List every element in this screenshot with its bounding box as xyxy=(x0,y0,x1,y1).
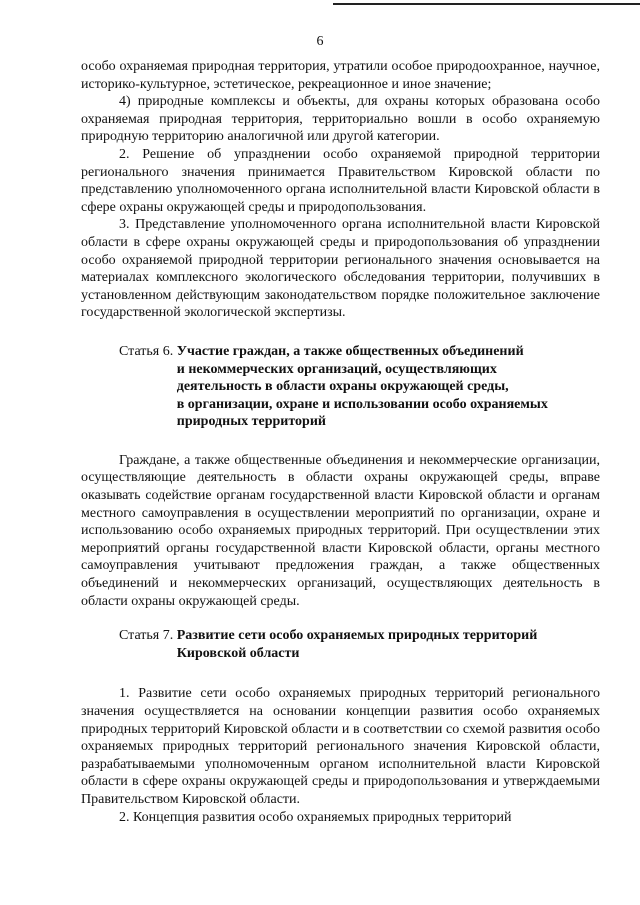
article-label: Статья 6. xyxy=(119,343,177,359)
paragraph: 2. Концепция развития особо охраняемых природных территорий xyxy=(119,809,512,825)
article-title xyxy=(177,627,600,662)
article-title-line: Кировской области xyxy=(176,645,300,661)
page-number: 6 xyxy=(316,34,324,49)
article-label: Статья 7. xyxy=(119,628,177,644)
article-6-heading xyxy=(81,343,600,431)
paragraph: 1. Развитие сети особо охраняемых природных территорий регионального значения осуществляется на основании концепции развития особо охраняемых природных территорий Кировской области и в соответствии со схемой развития особо охраняемых природных территорий регионального значения Кировской области, разрабатываемыми уполномоченным органом исполнительной власти Кировской области в сфере охраны окружающей среды и природопользования и утверждаемыми Правительством Кировской области. xyxy=(81,686,600,807)
paragraph: Граждане, а также общественные объединения и некоммерческие организации, осуществляющие деятельность в области охраны окружающей среды, вправе оказывать содействие органам государственной власти Кировской области и органам местного самоуправления в осуществлении мероприятий по организации, охране и использованию особо охраняемых природных территорий. При осуществлении этих мероприятий органы государственной власти Кировской области, органы местного самоуправления учитывают предложения граждан, а также общественных объединений и некоммерческих организаций, осуществляющих деятельность в области охраны окружающей среды. xyxy=(81,452,600,609)
paragraph: 2. Решение об упразднении особо охраняемой природной территории регионального значения принимается Правительством Кировской области по представлению уполномоченного органа исполнительной власти Кировской области в сфере охраны окружающей среды и природопользования. xyxy=(81,146,600,215)
article-7-heading xyxy=(81,627,600,662)
top-rule xyxy=(333,3,640,5)
paragraph: 4) природные комплексы и объекты, для охраны которых образована особо охраняемая природная территория, территориально вошли в особо охраняемую природную территорию аналогичной или другой категории. xyxy=(81,94,600,145)
article-title-line: природных территорий xyxy=(176,414,326,430)
article-title-line: Развитие сети особо охраняемых природных территорий xyxy=(176,628,538,644)
article-title-line: деятельность в области охраны окружающей среды, xyxy=(176,379,509,395)
article-title-line: и некоммерческих организаций, осуществляющих xyxy=(176,361,497,377)
paragraph: особо охраняемая природная территория, утратили особое природоохранное, научное, историко-культурное, эстетическое, рекреационное и иное значение; xyxy=(81,59,600,92)
article-title-line: Участие граждан, а также общественных объединений xyxy=(176,343,524,359)
article-title-line: в организации, охране и использовании особо охраняемых xyxy=(176,396,548,412)
article-title xyxy=(177,343,600,431)
document-body xyxy=(81,58,600,826)
paragraph: 3. Представление уполномоченного органа исполнительной власти Кировской области в сфере охраны окружающей среды и природопользования об упразднении особо охраняемой природной территории регионального значения основывается на материалах комплексного экологического обследования территории, получивших в установленном действующим законодательством порядке положительное заключение государственной экологической экспертизы. xyxy=(81,217,600,321)
